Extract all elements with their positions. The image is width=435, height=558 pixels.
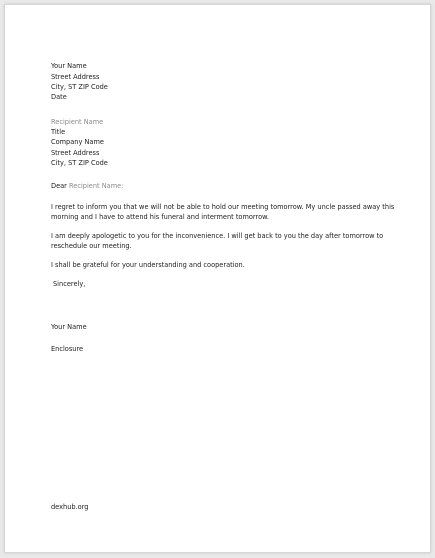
recipient-city: City, ST ZIP Code — [51, 159, 108, 167]
recipient-name: Recipient Name — [51, 118, 104, 126]
body-paragraph-2: I am deeply apologetic to you for the inconvenience. I will get back to you the day after tomorrow to reschedule our meeting. — [51, 232, 384, 250]
enclosure-label: Enclosure — [51, 345, 84, 353]
recipient-company: Company Name — [51, 138, 104, 146]
body-paragraph-1: I regret to inform you that we will not be able to hold our meeting tomorrow. My uncle passed away this morning and I have to attend his funeral and interment tomorrow. — [51, 203, 395, 221]
recipient-title: Title — [51, 128, 66, 136]
recipient-street: Street Address — [51, 149, 100, 157]
sign-off: Sincerely, — [53, 280, 86, 288]
footer-site: dexhub.org — [51, 503, 89, 511]
sender-name: Your Name — [51, 62, 87, 70]
letter-page — [4, 4, 431, 553]
sender-street: Street Address — [51, 73, 100, 81]
salutation-name: Recipient Name: — [68, 182, 124, 190]
salutation — [51, 182, 123, 192]
signer-name: Your Name — [51, 323, 87, 331]
salutation-prefix: Dear — [51, 182, 69, 190]
body-paragraph-3: I shall be grateful for your understanding and cooperation. — [51, 261, 245, 269]
sender-city: City, ST ZIP Code — [51, 83, 108, 91]
sender-date: Date — [51, 93, 67, 101]
